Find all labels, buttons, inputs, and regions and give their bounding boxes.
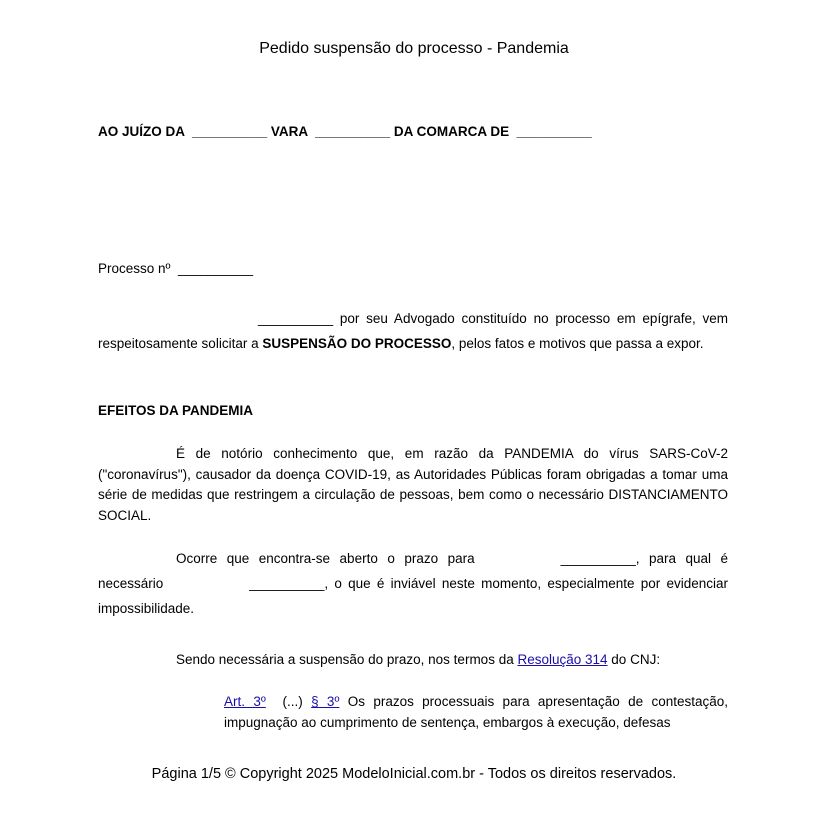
party-name-blank: __________ [258,311,334,326]
intro-text-1: por seu Advogado constituído no processo em epígrafe, vem respeitosamente solicitar a [98,311,728,351]
process-number-line: Processo nº __________ [98,261,254,276]
pandemia-paragraph: É de notório conhecimento que, em razão da PANDEMIA do vírus SARS-CoV-2 ("coronavírus"), causador da doença COVID-19, as Autoridades Públicas foram obrigadas a tomar uma série de medidas que restringem a circulação de pessoas, bem como o necessário DISTANCIAMENTO SOCIAL. [98,446,728,523]
deadline-paragraph [98,546,728,621]
quote-text: Os prazos processuais para apresentação de contestação, impugnação ao cumprimento de sentença, embargos à execução, defesas [224,694,728,730]
resolution-text-2: do CNJ: [607,652,661,667]
deadline-blank-2: __________ [249,576,325,591]
art-3-link[interactable]: Art. 3º [224,694,266,709]
quote-ellipsis: (...) [265,694,312,709]
section-title-pandemia: EFEITOS DA PANDEMIA [98,403,254,418]
deadline-blank-1: __________ [560,551,636,566]
court-address-line: AO JUÍZO DA __________ VARA __________ DA COMARCA DE __________ [98,124,592,139]
deadline-text-1: Ocorre que encontra-se aberto o prazo para [176,551,475,566]
deadline-text-3: , o que é inviável neste momento, especialmente por evidenciar impossibilidade. [98,576,728,616]
resolution-314-link[interactable]: Resolução 314 [517,652,608,667]
intro-paragraph [98,306,728,356]
resolution-paragraph [98,652,728,667]
page-header-title: Pedido suspensão do processo - Pandemia [259,40,569,57]
intro-bold-request: SUSPENSÃO DO PROCESSO [262,336,452,351]
deadline-text-2: , para qual é necessário [98,551,729,591]
intro-text-2: , pelos fatos e motivos que passa a expor. [451,336,704,351]
copyright-footer: Página 1/5 © Copyright 2025 ModeloInicial.com.br - Todos os direitos reservados. [151,766,677,782]
paragraph-3-link[interactable]: § 3º [311,694,340,709]
resolution-text-1: Sendo necessária a suspensão do prazo, nos termos da [176,652,518,667]
legal-quote [224,692,728,733]
